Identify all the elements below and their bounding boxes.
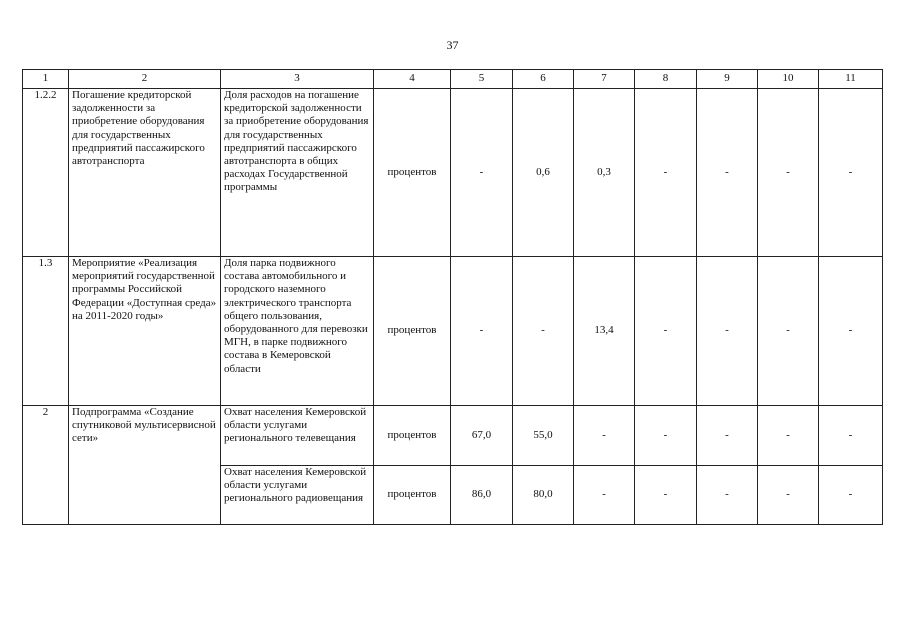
value-cell: 0,6	[513, 89, 574, 257]
header-row	[23, 70, 883, 89]
header-cell: 7	[574, 70, 635, 89]
measure-name: Погашение кредиторской задолженности за приобретение оборудования для государственных предприятий пассажирского автотранспорта	[69, 89, 221, 257]
measure-name: Мероприятие «Реализация мероприятий государственной программы Российской Федерации «Доступная среда» на 2011-2020 годы»	[69, 257, 221, 406]
indicator-name: Охват населения Кемеровской области услугами регионального радиовещания	[221, 466, 374, 525]
value-cell: 0,3	[574, 89, 635, 257]
header-cell: 3	[221, 70, 374, 89]
value-cell: -	[635, 466, 697, 525]
value-cell: -	[574, 466, 635, 525]
header-cell: 10	[758, 70, 819, 89]
value-cell: -	[635, 406, 697, 466]
value-cell: -	[635, 89, 697, 257]
header-cell: 11	[819, 70, 883, 89]
value-cell: 67,0	[451, 406, 513, 466]
table-row	[23, 257, 883, 406]
unit-cell: процентов	[374, 89, 451, 257]
header-cell: 4	[374, 70, 451, 89]
row-number: 1.2.2	[23, 89, 69, 257]
value-cell: -	[819, 406, 883, 466]
value-cell: -	[451, 89, 513, 257]
table-row	[23, 89, 883, 257]
value-cell: -	[697, 257, 758, 406]
table-row	[23, 406, 883, 466]
header-cell: 5	[451, 70, 513, 89]
measure-name: Подпрограмма «Создание спутниковой мультисервисной сети»	[69, 406, 221, 525]
value-cell: -	[758, 89, 819, 257]
unit-cell: процентов	[374, 406, 451, 466]
value-cell: -	[758, 406, 819, 466]
header-cell: 6	[513, 70, 574, 89]
value-cell: -	[819, 466, 883, 525]
row-number: 1.3	[23, 257, 69, 406]
page-number: 37	[446, 38, 459, 52]
header-cell: 2	[69, 70, 221, 89]
value-cell: 13,4	[574, 257, 635, 406]
indicator-name: Охват населения Кемеровской области услугами регионального телевещания	[221, 406, 374, 466]
unit-cell: процентов	[374, 466, 451, 525]
value-cell: -	[697, 89, 758, 257]
indicator-name: Доля парка подвижного состава автомобильного и городского наземного электрического транспорта общего пользования, оборудованного для перевозки МГН, в парке подвижного состава в Кемеровской области	[221, 257, 374, 406]
header-cell: 9	[697, 70, 758, 89]
value-cell: -	[758, 466, 819, 525]
indicator-name: Доля расходов на погашение кредиторской задолженности за приобретение оборудования для государственных предприятий пассажирского автотранспорта в общих расходах Государственной программы	[221, 89, 374, 257]
value-cell: -	[758, 257, 819, 406]
header-cell: 8	[635, 70, 697, 89]
value-cell: -	[819, 89, 883, 257]
value-cell: -	[451, 257, 513, 406]
value-cell: -	[574, 406, 635, 466]
value-cell: 55,0	[513, 406, 574, 466]
value-cell: 80,0	[513, 466, 574, 525]
header-cell: 1	[23, 70, 69, 89]
value-cell: -	[819, 257, 883, 406]
value-cell: -	[635, 257, 697, 406]
value-cell: -	[513, 257, 574, 406]
row-number: 2	[23, 406, 69, 525]
unit-cell: процентов	[374, 257, 451, 406]
value-cell: 86,0	[451, 466, 513, 525]
value-cell: -	[697, 466, 758, 525]
indicators-table	[22, 69, 883, 525]
value-cell: -	[697, 406, 758, 466]
